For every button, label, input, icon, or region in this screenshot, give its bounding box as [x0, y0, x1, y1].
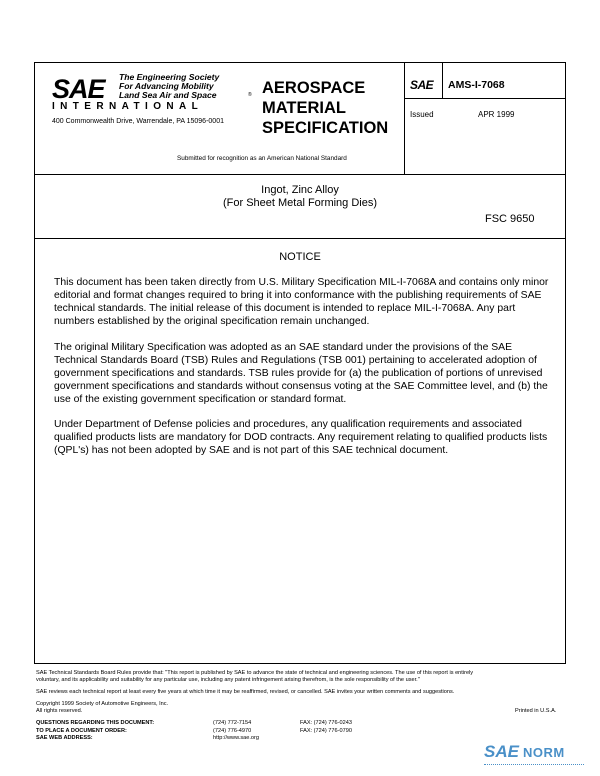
copyright-line: Copyright 1999 Society of Automotive Engineers, Inc. — [36, 701, 169, 707]
tsb-rules-line: voluntary, and its applicability and suitability for any particular use, including any patent infringement arising therefrom, is the sole responsibility of the user." — [36, 677, 420, 683]
notice-paragraph: This document has been taken directly from U.S. Military Specification MIL-I-7068A and contains only minor editorial and format changes required to bring it into conformance with the publishing requirements of SAE technical standards. The initial release of this document is intended to replace MIL-I-7068A. Any part numbers established by the original specification remain unchanged. — [54, 277, 549, 327]
fax-orders: FAX: (724) 776-0790 — [300, 727, 352, 734]
header-divider — [34, 174, 566, 175]
society-line: For Advancing Mobility — [119, 81, 214, 91]
sae-small-logo: SAE — [410, 78, 434, 92]
society-line: Land Sea Air and Space — [119, 90, 217, 100]
subject-divider — [34, 238, 566, 239]
sae-logo: SAE — [52, 74, 105, 104]
society-tagline — [119, 73, 219, 100]
fsc-code: FSC 9650 — [485, 213, 535, 225]
submitted-note: Submitted for recognition as an American National Standard — [177, 155, 347, 162]
notice-heading: NOTICE — [279, 251, 321, 263]
doc-number-divider — [442, 62, 443, 98]
notice-paragraph: Under Department of Defense policies and procedures, any qualification requirements and associated qualified products lists are mandatory for DOD contracts. Any requirement relating to qualified products lists (QPL's) has not been adopted by SAE and is not part of this SAE technical document. — [54, 419, 548, 456]
fax-questions: FAX: (724) 776-0243 — [300, 720, 352, 726]
web-label: SAE WEB ADDRESS: — [36, 735, 93, 741]
subject-line: Ingot, Zinc Alloy — [261, 184, 339, 196]
brand-underline — [484, 764, 584, 767]
order-label: TO PLACE A DOCUMENT ORDER: — [36, 727, 127, 734]
registered-mark: ® — [248, 92, 252, 98]
brand-logo: SAE — [484, 742, 519, 761]
questions-label: QUESTIONS REGARDING THIS DOCUMENT: — [36, 720, 155, 726]
header-column-divider — [404, 62, 405, 174]
document-subject — [34, 184, 566, 210]
tsb-rules-line: SAE Technical Standards Board Rules provide that: "This report is published by SAE to advance the state of technical and engineering sciences. The use of this report is entirely — [36, 670, 474, 676]
web-address-link[interactable]: http://www.sae.org — [213, 735, 260, 741]
title-line: AEROSPACE — [262, 79, 366, 97]
phone-questions: (724) 772-7154 — [213, 720, 252, 726]
review-line: SAE reviews each technical report at least every five years at which time it may be reaffirmed, revised, or cancelled. SAE invites your written comments and suggestions. — [36, 689, 455, 695]
sae-norm-watermark-logo — [484, 742, 565, 762]
rights-line: All rights reserved. — [36, 708, 83, 714]
subject-line: (For Sheet Metal Forming Dies) — [222, 197, 378, 209]
printed-in-line: Printed in U.S.A. — [515, 708, 557, 714]
issued-label: Issued — [410, 110, 434, 119]
issued-date: APR 1999 — [478, 110, 515, 119]
doc-number-underline — [404, 98, 566, 99]
society-line: The Engineering Society — [119, 72, 220, 82]
document-number: AMS-I-7068 — [448, 79, 505, 91]
title-line: SPECIFICATION — [262, 119, 389, 137]
notice-paragraph: The original Military Specification was adopted as an SAE standard under the provisions of the SAE Technical Standards Board (TSB) Rules and Regulations (TSB 001) pertaining to accelerated adoption of government specifications and standards. TSB rules provide for (a) the publication of portions of unrevised government specifications and standards without consensus voting at the SAE Committee level, and (b) the use of the existing government specification or standard format. — [54, 342, 548, 405]
phone-orders: (724) 776-4970 — [213, 727, 252, 734]
international-label: INTERNATIONAL — [52, 101, 204, 112]
title-line: MATERIAL — [262, 99, 347, 117]
document-type-title — [262, 78, 388, 138]
sae-address: 400 Commonwealth Drive, Warrendale, PA 15096-0001 — [52, 118, 224, 125]
brand-name: NORM — [522, 745, 565, 760]
